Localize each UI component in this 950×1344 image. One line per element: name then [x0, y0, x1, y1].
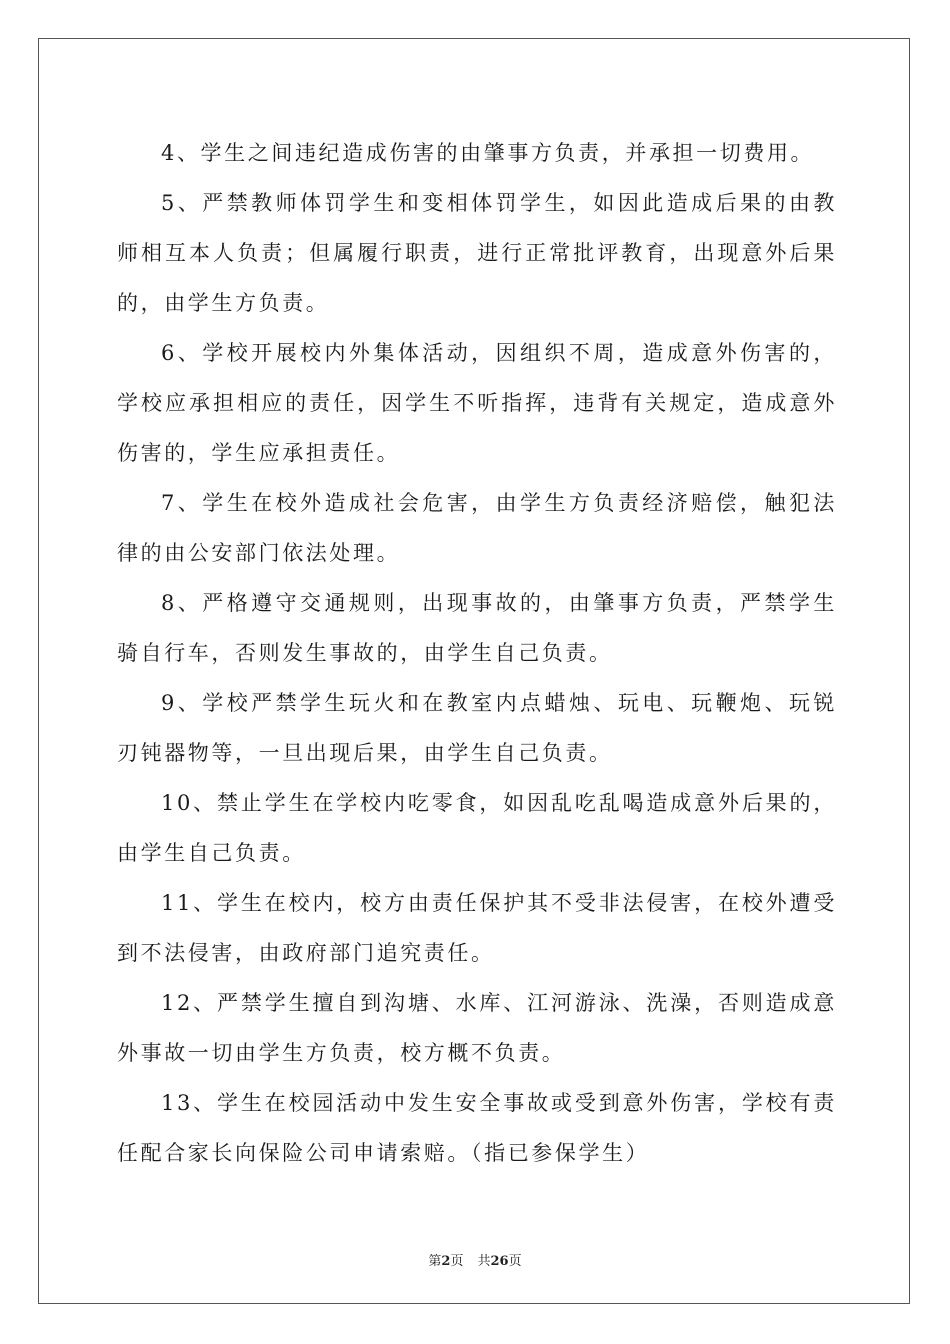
paragraph-6: 6、学校开展校内外集体活动，因组织不周，造成意外伤害的，学校应承担相应的责任，因学生不听指挥，违背有关规定，造成意外伤害的，学生应承担责任。 [117, 341, 837, 465]
page-prefix: 第 [428, 1254, 442, 1269]
paragraph-5: 5、严禁教师体罚学生和变相体罚学生，如因此造成后果的由教师相互本人负责；但属履行职责，进行正常批评教育，出现意外后果的，由学生方负责。 [117, 191, 837, 315]
page-number: 2 [441, 1254, 451, 1269]
paragraph-4: 4、学生之间违纪造成伤害的由肇事方负责，并承担一切费用。 [161, 141, 815, 165]
page-footer [0, 1250, 950, 1269]
paragraph-10: 10、禁止学生在学校内吃零食，如因乱吃乱喝造成意外后果的，由学生自己负责。 [117, 791, 837, 865]
paragraph-8: 8、严格遵守交通规则，出现事故的，由肇事方负责，严禁学生骑自行车，否则发生事故的，由学生自己负责。 [117, 591, 837, 665]
document-body [117, 128, 837, 1178]
total-pages: 26 [490, 1254, 509, 1269]
paragraph-11: 11、学生在校内，校方由责任保护其不受非法侵害，在校外遭受到不法侵害，由政府部门追究责任。 [117, 891, 837, 965]
paragraph-13: 13、学生在校园活动中发生安全事故或受到意外伤害，学校有责任配合家长向保险公司申请索赔。（指已参保学生） [117, 1091, 837, 1165]
paragraph-7: 7、学生在校外造成社会危害，由学生方负责经济赔偿，触犯法律的由公安部门依法处理。 [117, 491, 837, 565]
paragraph-12: 12、严禁学生擅自到沟塘、水库、江河游泳、洗澡，否则造成意外事故一切由学生方负责，校方概不负责。 [117, 991, 837, 1065]
total-suffix: 页 [508, 1254, 522, 1269]
paragraph-9: 9、学校严禁学生玩火和在教室内点蜡烛、玩电、玩鞭炮、玩锐刃钝器物等，一旦出现后果，由学生自己负责。 [117, 691, 837, 765]
page-suffix: 页 [450, 1254, 464, 1269]
total-prefix: 共 [477, 1254, 491, 1269]
